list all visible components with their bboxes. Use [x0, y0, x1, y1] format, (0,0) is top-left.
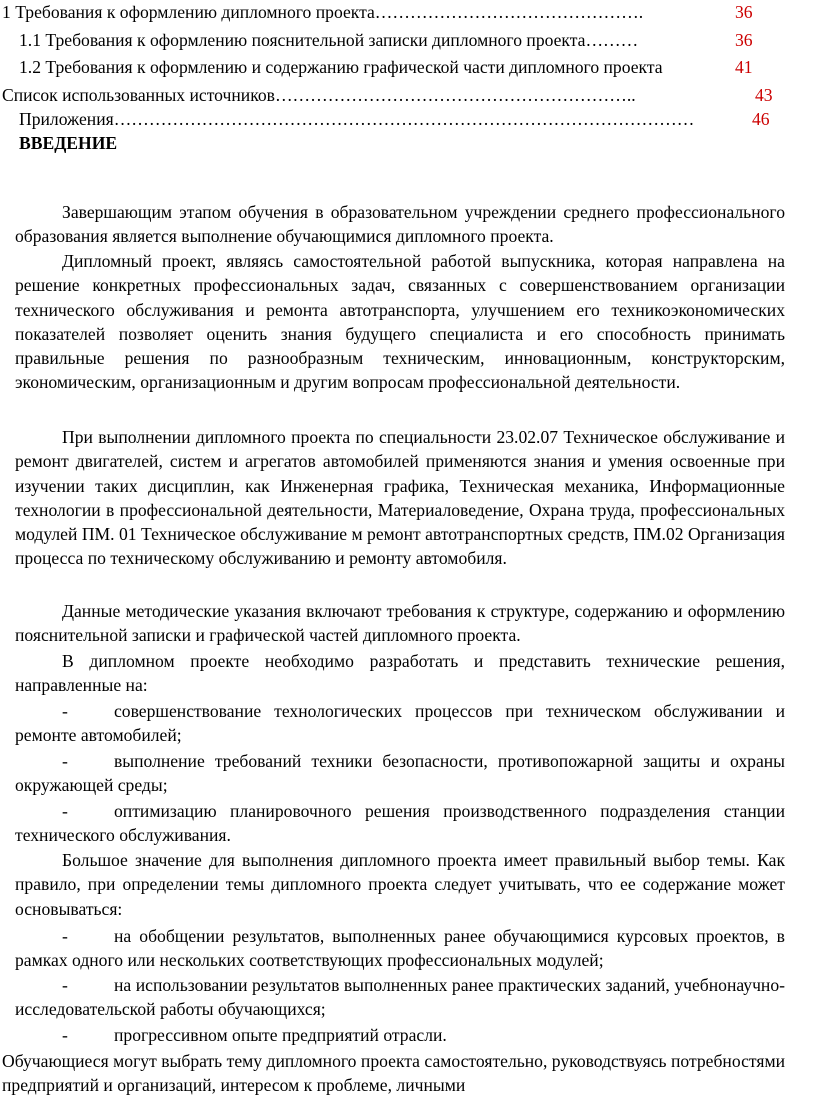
- list-item: [15, 699, 785, 748]
- paragraph: Обучающиеся могут выбрать тему дипломного проекта самостоятельно, руководствуясь потребностями предприятий и организаций, интересом к проблеме, личными: [2, 1051, 785, 1096]
- list-bullet: -: [62, 1025, 68, 1045]
- toc-entry[interactable]: [2, 83, 636, 107]
- toc-entry-title: Приложения………………………………………………………………………………………: [19, 109, 695, 129]
- paragraph: Завершающим этапом обучения в образовательном учреждении среднего профессионального образования является выполнение обучающимися дипломного проекта.: [15, 202, 785, 247]
- list-bullet: -: [62, 975, 68, 995]
- list-item-text: оптимизацию планировочного решения производственного подразделения станции технического обслуживания.: [15, 801, 785, 846]
- paragraph: В дипломном проекте необходимо разработать и представить технические решения, направленные на:: [15, 651, 785, 696]
- toc-page-number: 36: [735, 2, 753, 22]
- section-heading: ВВЕДЕНИЕ: [19, 133, 118, 153]
- list-item: [15, 924, 785, 973]
- toc-entry[interactable]: [2, 0, 643, 24]
- toc-entry-title: 1.2 Требования к оформлению и содержанию графической части дипломного проекта: [19, 57, 663, 77]
- toc-entry-title: 1 Требования к оформлению дипломного проекта……………………………………….: [2, 2, 644, 22]
- toc-page-number: 36: [735, 30, 753, 50]
- toc-entry[interactable]: [19, 107, 694, 131]
- toc-page-number: 43: [755, 85, 773, 105]
- list-item: [15, 749, 785, 798]
- list-item-text: совершенствование технологических процессов при техническом обслуживании и ремонте автомобилей;: [15, 701, 785, 746]
- list-bullet: -: [62, 701, 68, 721]
- toc-entry[interactable]: [19, 55, 663, 79]
- list-item-text: прогрессивном опыте предприятий отрасли.: [114, 1025, 447, 1045]
- paragraph: Большое значение для выполнения дипломного проекта имеет правильный выбор темы. Как правило, при определении темы дипломного проекта следует учитывать, что ее содержание может основываться:: [15, 850, 785, 919]
- paragraph: Дипломный проект, являясь самостоятельной работой выпускника, которая направлена на решение конкретных профессиональных задач, связанных с совершенствованием организации технического обслуживания и ремонта автотранспорта, улучшением его техникоэкономических показателей позволяет оценить знания будущего специалиста и его способность принимать правильные решения по разнообразным техническим, инновационным, конструкторским, экономическим, организационным и другим вопросам профессиональной деятельности.: [15, 251, 785, 393]
- list-item-text: выполнение требований техники безопасности, противопожарной защиты и охраны окружающей среды;: [15, 751, 785, 796]
- paragraph: При выполнении дипломного проекта по специальности 23.02.07 Техническое обслуживание и ремонт двигателей, систем и агрегатов автомобилей применяются знания и умения освоенные при изучении таких дисциплин, как Инженерная графика, Техническая механика, Информационные технологии в профессиональной деятельности, Материаловедение, Охрана труда, профессиональных модулей ПМ. 01 Техническое обслуживание м ремонт автотранспортных средств, ПМ.02 Организация процесса по техническому обслуживанию и ремонту автомобиля.: [15, 427, 785, 569]
- toc-page-number: 46: [752, 109, 770, 129]
- list-bullet: -: [62, 801, 68, 821]
- paragraph: Данные методические указания включают требования к структуре, содержанию и оформлению пояснительной записки и графической частей дипломного проекта.: [15, 601, 785, 646]
- toc-entry[interactable]: [19, 28, 638, 52]
- list-item: [15, 799, 785, 848]
- toc-entry-title: 1.1 Требования к оформлению пояснительной записки дипломного проекта………: [19, 30, 639, 50]
- list-item-text: на использовании результатов выполненных ранее практических заданий, учебнонаучно-исследовательской работы обучающихся;: [15, 975, 785, 1020]
- toc-page-number: 41: [735, 57, 753, 77]
- list-item: [15, 1023, 785, 1047]
- list-bullet: -: [62, 926, 68, 946]
- list-item: [15, 973, 785, 1022]
- list-bullet: -: [62, 751, 68, 771]
- list-item-text: на обобщении результатов, выполненных ранее обучающимися курсовых проектов, в рамках одного или нескольких соответствующих профессиональных модулей;: [15, 926, 785, 971]
- toc-entry-title: Список использованных источников……………………………………………………..: [2, 85, 636, 105]
